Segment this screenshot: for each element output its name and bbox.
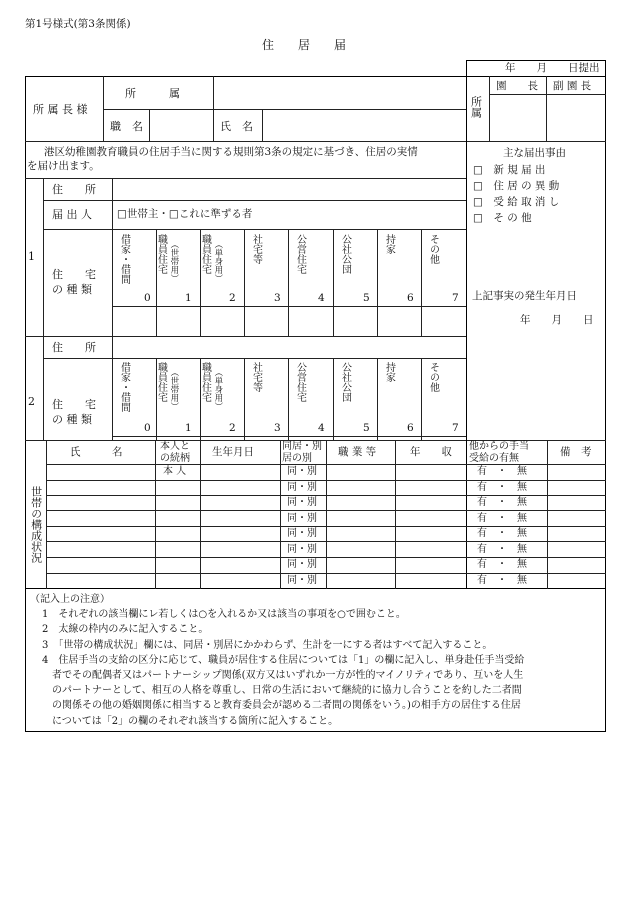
s2-type-7-label: その他 [427,362,439,392]
s2-type-1-sub: （世帯用） [168,368,179,411]
s1-type-0-num[interactable]: 0 [144,292,151,304]
s2-type-2-num[interactable]: 2 [229,422,236,434]
section-1-filer-value[interactable]: □世帯主・□これに準ずる者 [117,208,253,220]
section-1-filer-label: 届 出 人 [52,208,92,221]
section-2-address-field[interactable] [113,337,465,357]
side-shozoku-label: 所属 [469,96,483,118]
row-4-cohab[interactable]: 同・別 [287,513,317,524]
col-name-header: 氏 名 [70,446,123,458]
s1-type-1-num[interactable]: 1 [185,292,192,304]
shozokucho-label: 所 属 長 様 [33,103,88,116]
row-1-allowance[interactable]: 有 ・ 無 [477,466,527,477]
reason-move[interactable]: □ 住 居 の 異 動 [473,180,560,192]
s1-type-7-label: その他 [427,234,439,264]
col-allowance-header: 他からの手当 受給の有無 [469,441,529,464]
s2-type-5-label: 公社公団 [339,362,351,402]
section-1-index: 1 [28,250,35,263]
row-4-allowance[interactable]: 有 ・ 無 [477,513,527,524]
s2-type-6-num[interactable]: 6 [407,422,414,434]
s1-type-5-label: 公社公団 [339,234,351,274]
shozoku-label: 所 属 [125,87,180,100]
col-remarks-header: 備 考 [560,446,592,458]
col-birth-header: 生年月日 [212,446,254,458]
row-2-allowance[interactable]: 有 ・ 無 [477,482,527,493]
s2-type-7-num[interactable]: 7 [452,422,459,434]
col-job-header: 職 業 等 [338,446,377,458]
s1-type-4-num[interactable]: 4 [318,292,325,304]
s2-type-1-num[interactable]: 1 [185,422,192,434]
col-relation-header: 本人と の続柄 [160,441,190,464]
row-7-cohab[interactable]: 同・別 [287,559,317,570]
s2-type-0-label: 借家・借間 [118,362,130,412]
s2-type-6-label: 持家 [383,362,395,382]
s1-type-2-sub: （単身用） [212,240,223,283]
row-2-cohab[interactable]: 同・別 [287,482,317,493]
statement-line-1: 港区幼稚園教育職員の住居手当に関する規則第3条の規定に基づき、住居の実情 [44,146,418,158]
s2-type-0-num[interactable]: 0 [144,422,151,434]
row-8-cohab[interactable]: 同・別 [287,575,317,586]
row-1-relation[interactable]: 本 人 [163,466,187,477]
shozoku-field[interactable] [214,77,465,108]
row-8-allowance[interactable]: 有 ・ 無 [477,575,527,586]
statement-line-2: を届け出ます。 [27,160,100,172]
shimei-field[interactable] [263,110,465,140]
reason-other[interactable]: □ そ の 他 [473,212,532,224]
s1-type-1-sub: （世帯用） [168,240,179,283]
row-5-allowance[interactable]: 有 ・ 無 [477,528,527,539]
form-number: 第1号様式(第3条関係) [25,18,131,30]
notes-title: （記入上の注意） [30,594,110,605]
s1-type-7-num[interactable]: 7 [452,292,459,304]
shimei-label: 氏 名 [220,120,253,133]
section-2-housing-label-1: 住 宅 [52,398,96,411]
note-1: 1 それぞれの該当欄にレ若しくは○を入れるか又は該当の事項を○で囲むこと。 [42,609,406,621]
row-1-cohab[interactable]: 同・別 [287,466,317,477]
s1-type-3-num[interactable]: 3 [274,292,281,304]
occurrence-date-label: 上記事実の発生年月日 [472,290,577,302]
s2-type-2-label: 職員住宅 [199,362,211,402]
submission-date-label: 年 月 日提出 [505,62,600,74]
row-6-cohab[interactable]: 同・別 [287,544,317,555]
s1-type-4-label: 公営住宅 [294,234,306,274]
row-3-cohab[interactable]: 同・別 [287,497,317,508]
reasons-title: 主な届出事由 [503,147,566,159]
note-4-line-4: の関係その他の婚姻関係に相当すると教育委員会が認める二者間の関係をいう。)の相手方の居住する住居 [52,700,521,712]
row-3-allowance[interactable]: 有 ・ 無 [477,497,527,508]
note-4-line-3: のパートナーとして、相互の人格を尊重し、日常の生活において継続的に協力し合うことを約した二者間 [52,685,522,697]
encho-label: 園 長 [496,80,538,92]
s2-type-1-label: 職員住宅 [155,362,167,402]
s2-type-2-sub: （単身用） [212,368,223,411]
col-cohab-header: 同居・別 居の別 [282,441,322,464]
note-2: 2 太線の枠内のみに記入すること。 [42,624,209,636]
s1-type-0-label: 借家・借間 [118,234,130,284]
fukuencho-label: 副 園 長 [553,80,592,92]
s2-type-3-label: 社宅等 [250,362,262,392]
household-side-label: 世帯の構成状況 [29,486,43,563]
note-4-line-2: 者でその配偶者又はパートナーシップ関係(双方又はいずれか一方が性的マイノリティであり、互いを人生 [52,670,524,682]
reason-cancel[interactable]: □ 受 給 取 消 し [473,196,560,208]
encho-stamp-field[interactable] [490,95,545,140]
s1-type-3-label: 社宅等 [250,234,262,264]
section-1-housing-label-1: 住 宅 [52,268,96,281]
s2-type-3-num[interactable]: 3 [274,422,281,434]
reason-new[interactable]: □ 新 規 届 出 [473,164,546,176]
page-title: 住 居 届 [262,38,347,52]
row-6-allowance[interactable]: 有 ・ 無 [477,544,527,555]
fukuencho-stamp-field[interactable] [547,95,605,140]
notes-section [30,592,606,729]
section-2-address-label: 住 所 [52,341,96,354]
shokumei-field[interactable] [150,110,212,140]
s2-type-4-num[interactable]: 4 [318,422,325,434]
shokumei-label: 職 名 [110,120,143,133]
s1-type-5-num[interactable]: 5 [363,292,370,304]
s1-type-2-num[interactable]: 2 [229,292,236,304]
col-income-header: 年 収 [410,446,452,458]
s2-type-4-label: 公営住宅 [294,362,306,402]
section-2-index: 2 [28,395,35,408]
occurrence-date-field[interactable]: 年 月 日 [520,314,594,326]
row-7-allowance[interactable]: 有 ・ 無 [477,559,527,570]
row-5-cohab[interactable]: 同・別 [287,528,317,539]
s2-type-5-num[interactable]: 5 [363,422,370,434]
section-1-address-field[interactable] [113,179,465,199]
note-4-line-1: 4 住居手当の支給の区分に応じて、職員が居住する住居については「1」の欄に記入し、単身赴任手当受給 [42,654,525,666]
s1-type-1-label: 職員住宅 [155,234,167,274]
section-1-address-label: 住 所 [52,183,96,196]
section-2-housing-label-2: の 種 類 [52,413,92,426]
section-1-housing-label-2: の 種 類 [52,283,92,296]
s1-type-6-label: 持家 [383,234,395,254]
s1-type-6-num[interactable]: 6 [407,292,414,304]
note-3: 3 「世帯の構成状況」欄には、同居・別居にかかわらず、生計を一にする者はすべて記入すること。 [42,639,493,651]
note-4-line-5: については「2」の欄のそれぞれ該当する箇所に記入すること。 [52,715,339,727]
s1-type-2-label: 職員住宅 [199,234,211,274]
